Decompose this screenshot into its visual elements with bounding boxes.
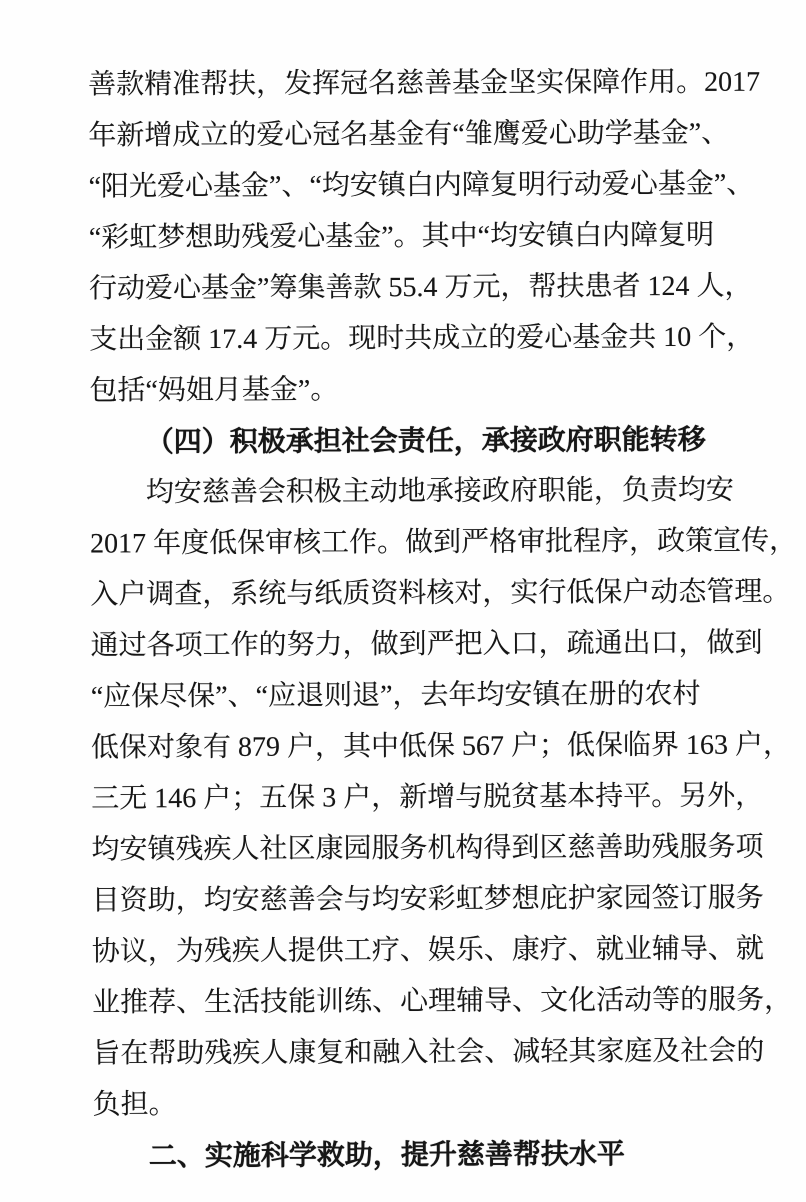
text-line: “阳光爱心基金”、“均安镇白内障复明行动爱心基金”、: [88, 168, 755, 203]
text-line: 包括“妈姐月基金”。: [89, 374, 339, 407]
text-line: 善款精准帮扶，发挥冠名慈善基金坚实保障作用。2017: [88, 66, 761, 101]
text-line: “彩虹梦想助残爱心基金”。其中“均安镇白内障复明: [88, 219, 715, 254]
text-line: 协议，为残疾人提供工疗、娱乐、康疗、就业辅导、就: [91, 933, 764, 968]
text-line: 入户调查，系统与纸质资料核对，实行低保户动态管理。: [90, 576, 791, 611]
text-line: 支出金额 17.4 万元。现时共成立的爱心基金共 10 个，: [89, 321, 755, 356]
text-line: 三无 146 户；五保 3 户，新增与脱贫基本持平。另外，: [91, 780, 764, 815]
text-line: 旨在帮助残疾人康复和融入社会、减轻其家庭及社会的: [92, 1035, 765, 1070]
page-text-block: [88, 56, 798, 1181]
text-line: 2017 年度低保审核工作。做到严格审批程序，政策宣传，: [90, 525, 798, 560]
section-heading-4: （四）积极承担社会责任，承接政府职能转移: [145, 423, 706, 458]
section-heading-2: 二、实施科学救助，提升慈善帮扶水平: [148, 1138, 625, 1172]
text-line: 行动爱心基金”筹集善款 55.4 万元，帮扶患者 124 人，: [88, 270, 753, 305]
text-line: 均安镇残疾人社区康园服务机构得到区慈善助残服务项: [91, 831, 764, 866]
text-line: “应保尽保”、“应退则退”，去年均安镇在册的农村: [90, 678, 701, 713]
text-line: 负担。: [92, 1089, 177, 1121]
text-line: 目资助，均安慈善会与均安彩虹梦想庇护家园签订服务: [91, 882, 764, 917]
text-line: 年新增成立的爱心冠名基金有“雏鹰爱心助学基金”、: [88, 117, 730, 152]
text-line: 通过各项工作的努力，做到严把入口，疏通出口，做到: [90, 627, 763, 662]
text-line: 业推荐、生活技能训练、心理辅导、文化活动等的服务，: [92, 984, 793, 1019]
text-line: 均安慈善会积极主动地承接政府职能，负责均安: [145, 474, 734, 509]
text-line: 低保对象有 879 户，其中低保 567 户；低保临界 163 户，: [90, 729, 792, 764]
